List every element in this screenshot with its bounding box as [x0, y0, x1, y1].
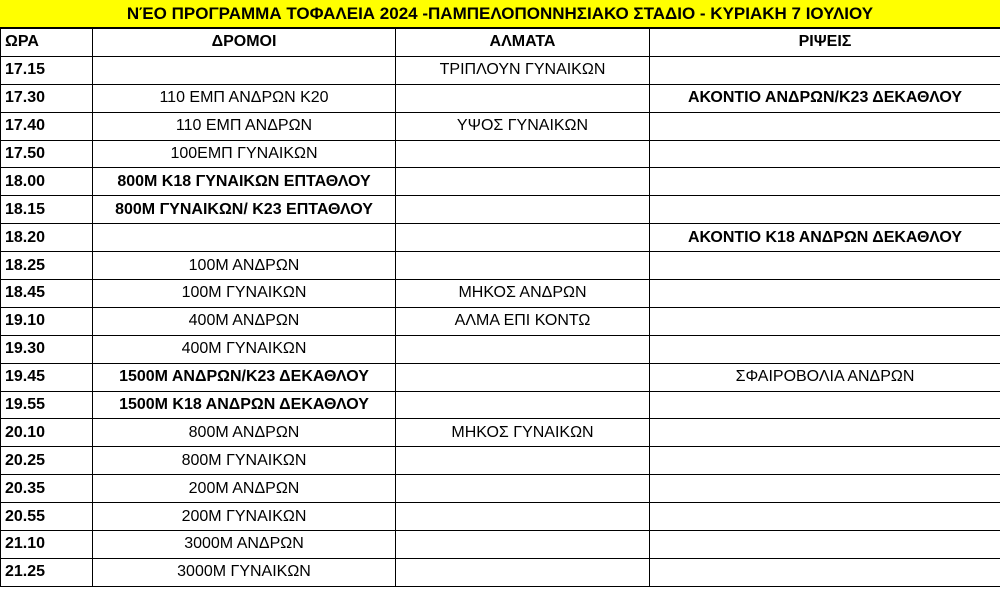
time-cell: 20.55: [1, 503, 93, 531]
track-event-cell: [93, 56, 396, 84]
throws-event-cell: [650, 419, 1000, 447]
throws-event-cell: ΣΦΑΙΡΟΒΟΛΙΑ ΑΝΔΡΩΝ: [650, 363, 1000, 391]
table-row: [1, 503, 1000, 531]
time-cell: 18.45: [1, 280, 93, 308]
track-event-cell: 100ΕΜΠ ΓΥΝΑΙΚΩΝ: [93, 140, 396, 168]
track-event-cell: 3000Μ ΑΝΔΡΩΝ: [93, 531, 396, 559]
time-cell: 20.25: [1, 447, 93, 475]
jumps-event-cell: ΜΗΚΟΣ ΓΥΝΑΙΚΩΝ: [396, 419, 650, 447]
throws-event-cell: ΑΚΟΝΤΙΟ Κ18 ΑΝΔΡΩΝ ΔΕΚΑΘΛΟΥ: [650, 224, 1000, 252]
jumps-event-cell: [396, 447, 650, 475]
jumps-event-cell: [396, 558, 650, 586]
time-cell: 18.25: [1, 252, 93, 280]
table-row: [1, 335, 1000, 363]
time-cell: 20.10: [1, 419, 93, 447]
table-row: [1, 112, 1000, 140]
throws-event-cell: [650, 391, 1000, 419]
throws-event-cell: [650, 56, 1000, 84]
table-row: [1, 168, 1000, 196]
throws-event-cell: [650, 558, 1000, 586]
throws-event-cell: [650, 252, 1000, 280]
throws-event-cell: [650, 307, 1000, 335]
time-cell: 19.10: [1, 307, 93, 335]
table-row: [1, 307, 1000, 335]
throws-event-cell: [650, 335, 1000, 363]
track-event-cell: 100Μ ΓΥΝΑΙΚΩΝ: [93, 280, 396, 308]
jumps-event-cell: [396, 503, 650, 531]
time-cell: 18.00: [1, 168, 93, 196]
throws-event-cell: [650, 447, 1000, 475]
jumps-event-cell: [396, 363, 650, 391]
time-cell: 21.10: [1, 531, 93, 559]
time-cell: 17.50: [1, 140, 93, 168]
table-row: [1, 419, 1000, 447]
time-cell: 18.15: [1, 196, 93, 224]
throws-event-cell: [650, 112, 1000, 140]
table-row: [1, 84, 1000, 112]
time-cell: 17.40: [1, 112, 93, 140]
jumps-event-cell: [396, 224, 650, 252]
track-event-cell: 400Μ ΑΝΔΡΩΝ: [93, 307, 396, 335]
throws-event-cell: [650, 168, 1000, 196]
time-cell: 17.15: [1, 56, 93, 84]
throws-event-cell: ΑΚΟΝΤΙΟ ΑΝΔΡΩΝ/Κ23 ΔΕΚΑΘΛΟΥ: [650, 84, 1000, 112]
jumps-event-cell: ΥΨΟΣ ΓΥΝΑΙΚΩΝ: [396, 112, 650, 140]
table-row: [1, 280, 1000, 308]
throws-event-cell: [650, 280, 1000, 308]
table-row: [1, 363, 1000, 391]
jumps-event-cell: [396, 252, 650, 280]
table-row: [1, 447, 1000, 475]
jumps-event-cell: [396, 475, 650, 503]
track-event-cell: 100Μ ΑΝΔΡΩΝ: [93, 252, 396, 280]
track-event-cell: 800Μ ΑΝΔΡΩΝ: [93, 419, 396, 447]
header-track: ΔΡΟΜΟΙ: [93, 29, 396, 57]
time-cell: 21.25: [1, 558, 93, 586]
jumps-event-cell: ΜΗΚΟΣ ΑΝΔΡΩΝ: [396, 280, 650, 308]
time-cell: 19.30: [1, 335, 93, 363]
throws-event-cell: [650, 531, 1000, 559]
throws-event-cell: [650, 196, 1000, 224]
track-event-cell: 1500Μ ΑΝΔΡΩΝ/Κ23 ΔΕΚΑΘΛΟΥ: [93, 363, 396, 391]
throws-event-cell: [650, 503, 1000, 531]
throws-event-cell: [650, 140, 1000, 168]
schedule-title: ΝΈΟ ΠΡΟΓΡΑΜΜΑ ΤΟΦΑΛΕΙΑ 2024 -ΠΑΜΠΕΛΟΠΟΝΝΗΣΙΑΚΟ ΣΤΑΔΙΟ - ΚΥΡΙΑΚΗ 7 ΙΟΥΛΙΟΥ: [0, 0, 1000, 28]
track-event-cell: 200Μ ΓΥΝΑΙΚΩΝ: [93, 503, 396, 531]
track-event-cell: [93, 224, 396, 252]
table-row: [1, 558, 1000, 586]
track-event-cell: 800Μ Κ18 ΓΥΝΑΙΚΩΝ ΕΠΤΑΘΛΟΥ: [93, 168, 396, 196]
jumps-event-cell: [396, 84, 650, 112]
track-event-cell: 800Μ ΓΥΝΑΙΚΩΝ/ Κ23 ΕΠΤΑΘΛΟΥ: [93, 196, 396, 224]
track-event-cell: 110 ΕΜΠ ΑΝΔΡΩΝ Κ20: [93, 84, 396, 112]
time-cell: 20.35: [1, 475, 93, 503]
header-row: [1, 29, 1000, 57]
table-row: [1, 475, 1000, 503]
jumps-event-cell: [396, 391, 650, 419]
track-event-cell: 1500Μ Κ18 ΑΝΔΡΩΝ ΔΕΚΑΘΛΟΥ: [93, 391, 396, 419]
table-row: [1, 56, 1000, 84]
schedule-table: [0, 28, 1000, 587]
throws-event-cell: [650, 475, 1000, 503]
jumps-event-cell: [396, 196, 650, 224]
table-row: [1, 252, 1000, 280]
time-cell: 19.55: [1, 391, 93, 419]
time-cell: 17.30: [1, 84, 93, 112]
jumps-event-cell: [396, 140, 650, 168]
jumps-event-cell: [396, 531, 650, 559]
time-cell: 18.20: [1, 224, 93, 252]
table-row: [1, 196, 1000, 224]
table-row: [1, 140, 1000, 168]
header-time: ΩΡΑ: [1, 29, 93, 57]
table-row: [1, 391, 1000, 419]
track-event-cell: 400Μ ΓΥΝΑΙΚΩΝ: [93, 335, 396, 363]
track-event-cell: 200Μ ΑΝΔΡΩΝ: [93, 475, 396, 503]
table-row: [1, 224, 1000, 252]
jumps-event-cell: ΑΛΜΑ ΕΠΙ ΚΟΝΤΩ: [396, 307, 650, 335]
track-event-cell: 3000Μ ΓΥΝΑΙΚΩΝ: [93, 558, 396, 586]
jumps-event-cell: [396, 168, 650, 196]
track-event-cell: 110 ΕΜΠ ΑΝΔΡΩΝ: [93, 112, 396, 140]
track-event-cell: 800Μ ΓΥΝΑΙΚΩΝ: [93, 447, 396, 475]
table-row: [1, 531, 1000, 559]
jumps-event-cell: ΤΡΙΠΛΟΥΝ ΓΥΝΑΙΚΩΝ: [396, 56, 650, 84]
header-jumps: ΑΛΜΑΤΑ: [396, 29, 650, 57]
schedule-rows: [1, 56, 1000, 586]
time-cell: 19.45: [1, 363, 93, 391]
header-throws: ΡΙΨΕΙΣ: [650, 29, 1000, 57]
jumps-event-cell: [396, 335, 650, 363]
